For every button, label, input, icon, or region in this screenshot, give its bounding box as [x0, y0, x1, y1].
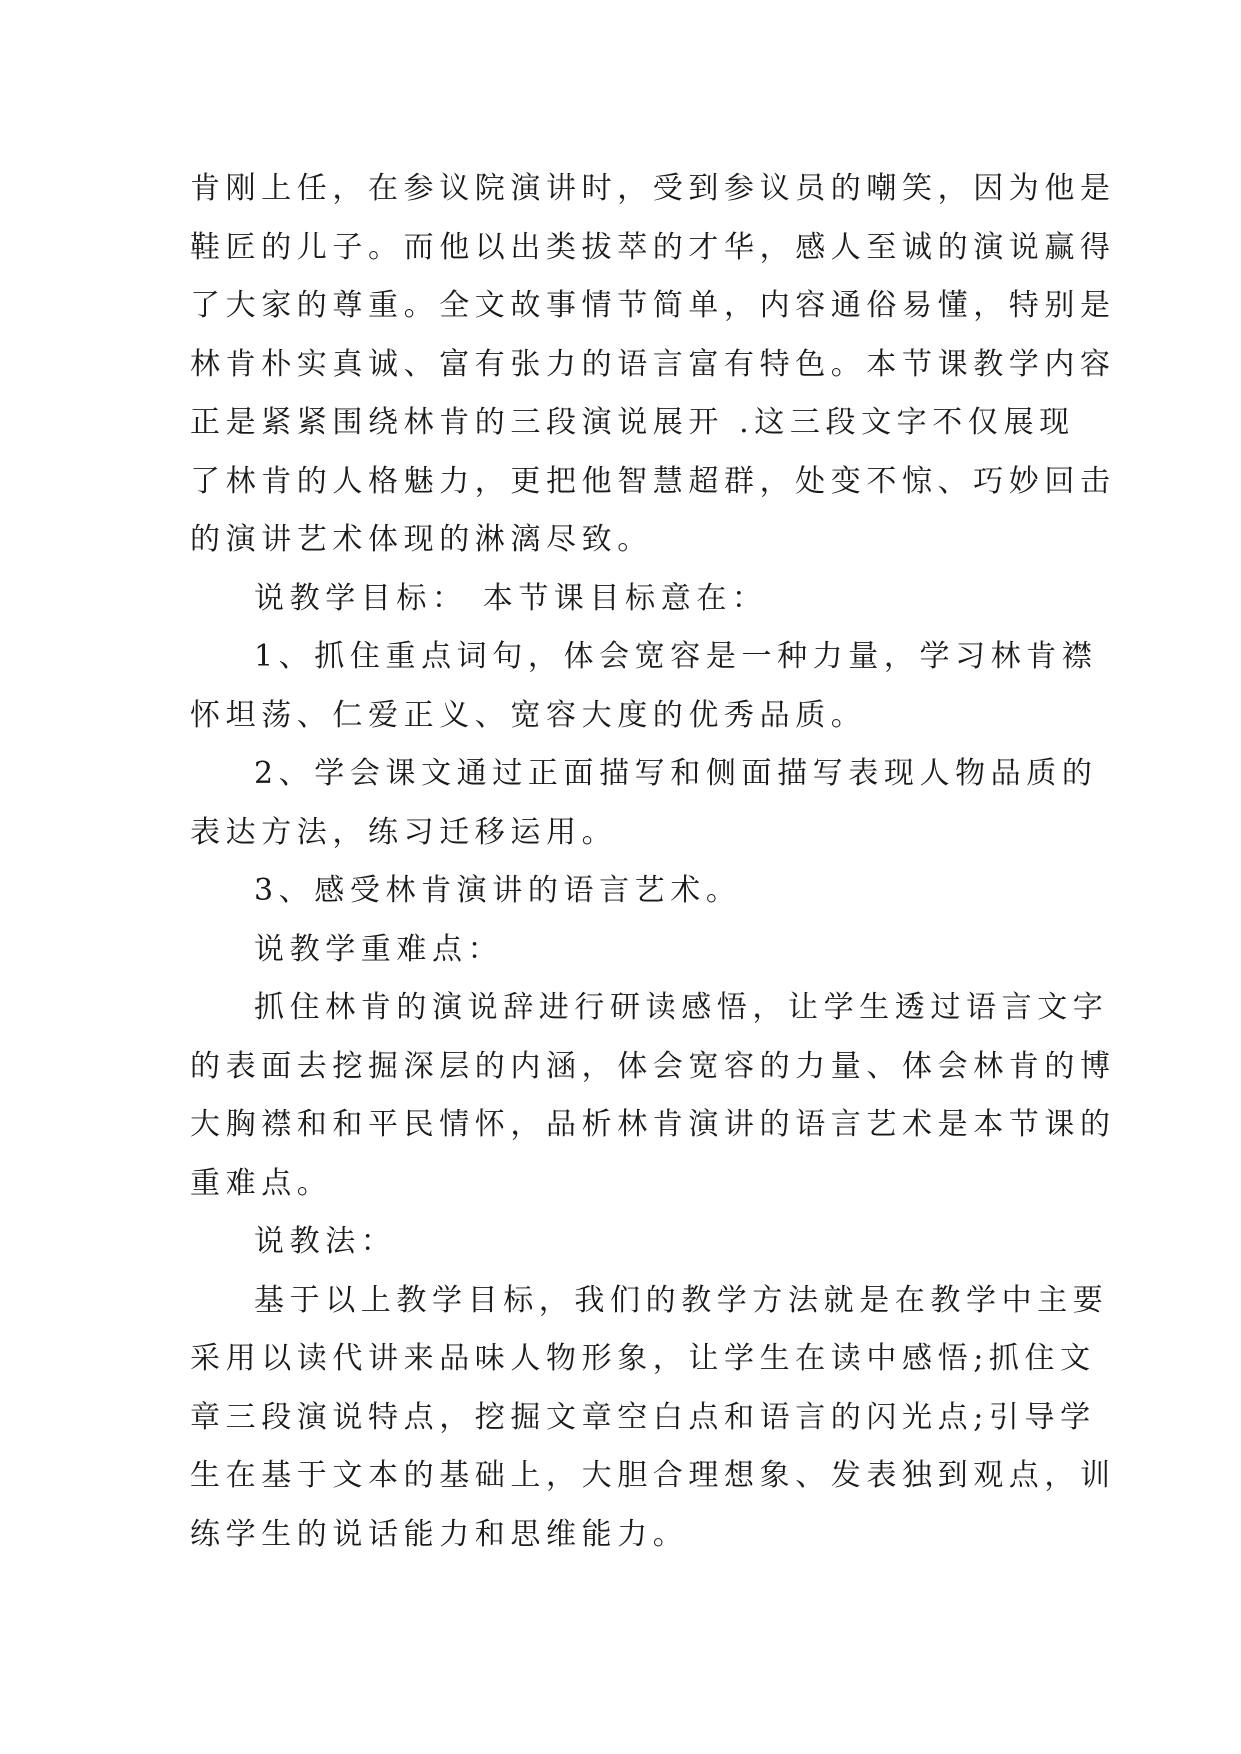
- text-line: 大胸襟和和平民情怀，品析林肯演讲的语言艺术是本节课的: [190, 1107, 1116, 1142]
- goal-item-2: 2、学会课文通过正面描写和侧面描写表现人物品质的: [254, 756, 1098, 791]
- text-line: 了林肯的人格魅力，更把他智慧超群，处变不惊、巧妙回击: [190, 463, 1116, 499]
- text-line: 林肯朴实真诚、富有张力的语言富有特色。本节课教学内容: [190, 346, 1116, 382]
- section-heading-teaching-method: 说教法：: [254, 1224, 397, 1259]
- text-line: 肯刚上任，在参议院演讲时，受到参议员的嘲笑，因为他是: [190, 171, 1116, 206]
- text-line: 的表面去挖掘深层的内涵，体会宽容的力量、体会林肯的博: [190, 1048, 1116, 1084]
- goal-item-3: 3、感受林肯演讲的语言艺术。: [254, 873, 742, 908]
- paragraph-start: 基于以上教学目标，我们的教学方法就是在教学中主要: [254, 1282, 1109, 1318]
- text-line: 采用以读代讲来品味人物形象，让学生在读中感悟;抓住文: [190, 1341, 1096, 1376]
- paragraph-start: 抓住林肯的演说辞进行研读感悟，让学生透过语言文字: [254, 990, 1109, 1025]
- text-line: 的演讲艺术体现的淋漓尽致。: [190, 522, 653, 557]
- section-heading-teaching-goals: 说教学目标： 本节课目标意在：: [254, 580, 768, 616]
- text-line: 怀坦荡、仁爱正义、宽容大度的优秀品质。: [190, 697, 867, 733]
- document-body: [190, 160, 1116, 1564]
- text-line: 练学生的说话能力和思维能力。: [190, 1516, 689, 1552]
- section-heading-key-difficulties: 说教学重难点：: [254, 931, 504, 967]
- text-line: 正是紧紧围绕林肯的三段演说展开 .这三段文字不仅展现: [190, 405, 1075, 440]
- text-line: 鞋匠的儿子。而他以出类拔萃的才华，感人至诚的演说赢得: [190, 229, 1116, 265]
- goal-item-1: 1、抓住重点词句，体会宽容是一种力量，学习林肯襟: [254, 639, 1098, 674]
- text-line: 章三段演说特点，挖掘文章空白点和语言的闪光点;引导学: [190, 1399, 1096, 1435]
- text-line: 生在基于文本的基础上，大胆合理想象、发表独到观点，训: [190, 1458, 1116, 1493]
- text-line: 重难点。: [190, 1165, 333, 1201]
- text-line: 了大家的尊重。全文故事情节简单，内容通俗易懂，特别是: [190, 288, 1116, 323]
- text-line: 表达方法，练习迁移运用。: [190, 814, 618, 850]
